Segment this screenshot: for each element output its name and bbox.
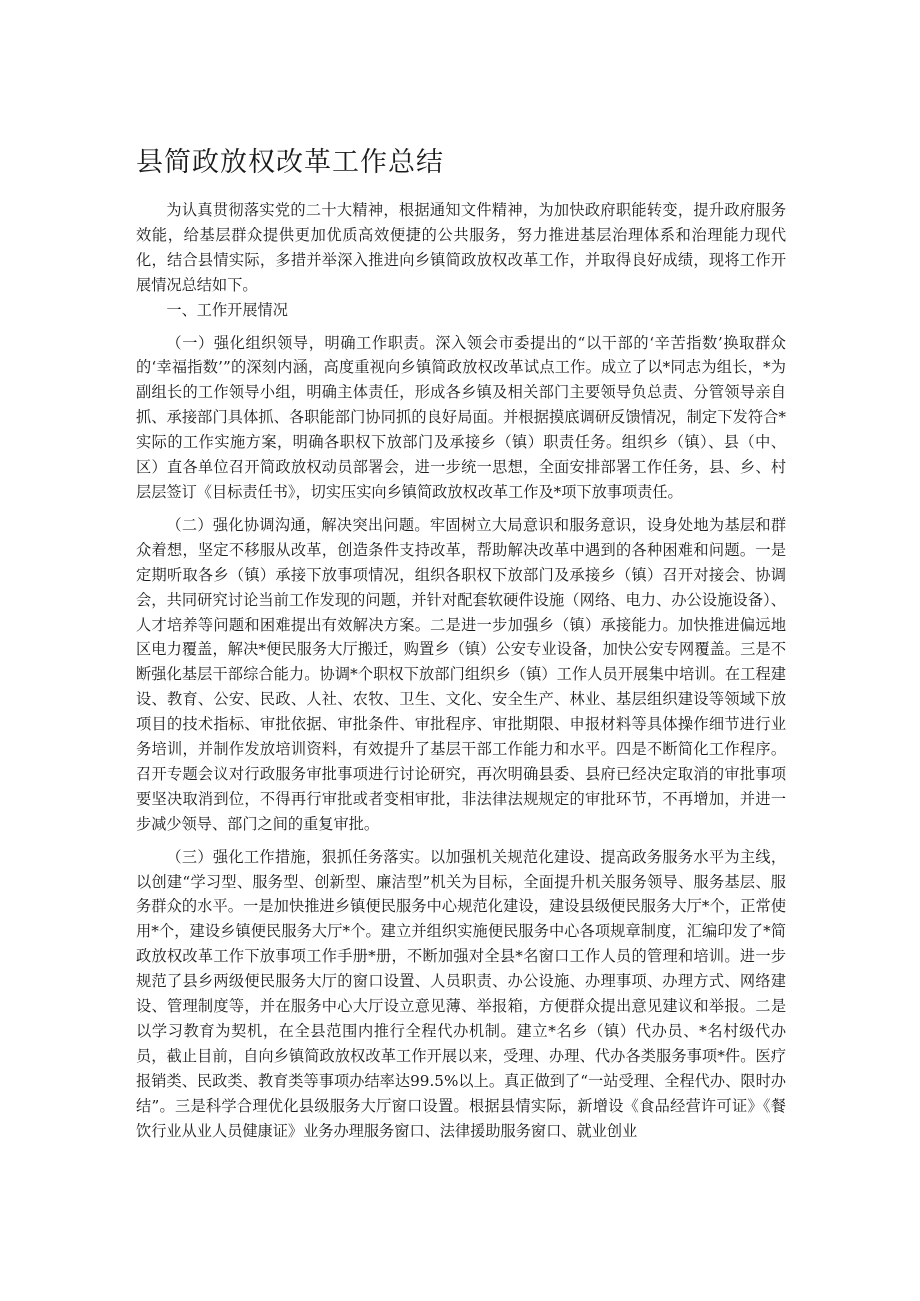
intro-paragraph: 为认真贯彻落实党的二十大精神，根据通知文件精神，为加快政府职能转变，提升政府服务效能，给基层群众提供更加优质高效便捷的公共服务，努力推进基层治理体系和治理能力现代化，结合县情实际，多措并举深入推进向乡镇简政放权改革工作，并取得良好成绩，现将工作开展情况总结如下。 [136,201,786,294]
paragraph-coordination: （二）强化协调沟通，解决突出问题。牢固树立大局意识和服务意识，设身处地为基层和群众着想，坚定不移服从改革，创造条件支持改革，帮助解决改革中遇到的各种困难和问题。一是定期听取各乡（镇）承接下放事项情况，组织各职权下放部门及承接乡（镇）召开对接会、协调会，共同研究讨论当前工作发现的问题，并针对配套软硬件设施（网络、电力、办公设施设备）、人才培养等问题和困难提出有效解决方案。二是进一步加强乡（镇）承接能力。加快推进偏远地区电力覆盖，解决*便民服务大厅搬迁，购置乡（镇）公安专业设备，加快公安专网覆盖。三是不断强化基层干部综合能力。协调*个职权下放部门组织乡（镇）工作人员开展集中培训。在工程建设、教育、公安、民政、人社、农牧、卫生、文化、安全生产、林业、基层组织建设等领域下放项目的技术指标、审批依据、审批条件、审批程序、审批期限、申报材料等具体操作细节进行业务培训，并制作发放培训资料，有效提升了基层干部工作能力和水平。四是不断简化工作程序。召开专题会议对行政服务审批事项进行讨论研究，再次明确县委、县府已经决定取消的审批事项要坚决取消到位，不得再行审批或者变相审批，非法律法规规定的审批环节，不再增加，并进一步减少领导、部门之间的重复审批。 [136,515,786,833]
paragraph-organization: （一）强化组织领导，明确工作职责。深入领会市委提出的“以干部的‘辛苦指数’换取群众的‘幸福指数’”的深刻内涵，高度重视向乡镇简政放权改革试点工作。成立了以*同志为组长，*为副组长的工作领导小组，明确主体责任，形成各乡镇及相关部门主要领导负总责、分管领导亲自抓、承接部门具体抓、各职能部门协同抓的良好局面。并根据摸底调研反馈情况，制定下发符合*实际的工作实施方案，明确各职权下放部门及承接乡（镇）职责任务。组织乡（镇）、县（中、区）直各单位召开简政放权动员部署会，进一步统一思想，全面安排部署工作任务，县、乡、村层层签订《目标责任书》，切实压实向乡镇简政放权改革工作及*项下放事项责任。 [136,333,786,501]
document-body [136,198,786,1144]
document-title: 县简政放权改革工作总结 [136,147,444,178]
paragraph-measures: （三）强化工作措施，狠抓任务落实。以加强机关规范化建设、提高政务服务水平为主线，以创建“学习型、服务型、创新型、廉洁型”机关为目标，全面提升机关服务领导、服务基层、服务群众的水平。一是加快推进乡镇便民服务中心规范化建设，建设县级便民服务大厅*个，正常使用*个，建设乡镇便民服务大厅*个。建立并组织实施便民服务中心各项规章制度，汇编印发了*简政放权改革工作下放事项工作手册*册，不断加强对全县*名窗口工作人员的管理和培训。进一步规范了县乡两级便民服务大厅的窗口设置、人员职责、办公设施、办理事项、办理方式、网络建设、管理制度等，并在服务中心大厅设立意见薄、举报箱，方便群众提出意见建议和举报。二是以学习教育为契机，在全县范围内推行全程代办机制。建立*名乡（镇）代办员、*名村级代办员，截止目前，自向乡镇简政放权改革工作开展以来，受理、办理、代办各类服务事项*件。医疗报销类、民政类、教育类等事项办结率达99.5%以上。真正做到了“一站受理、全程代办、限时办结”。三是科学合理优化县级服务大厅窗口设置。根据县情实际，新增设《食品经营许可证》《餐饮行业从业人员健康证》业务办理服务窗口、法律援助服务窗口、就业创业 [136,847,786,1140]
section-heading: 一、工作开展情况 [166,300,288,319]
